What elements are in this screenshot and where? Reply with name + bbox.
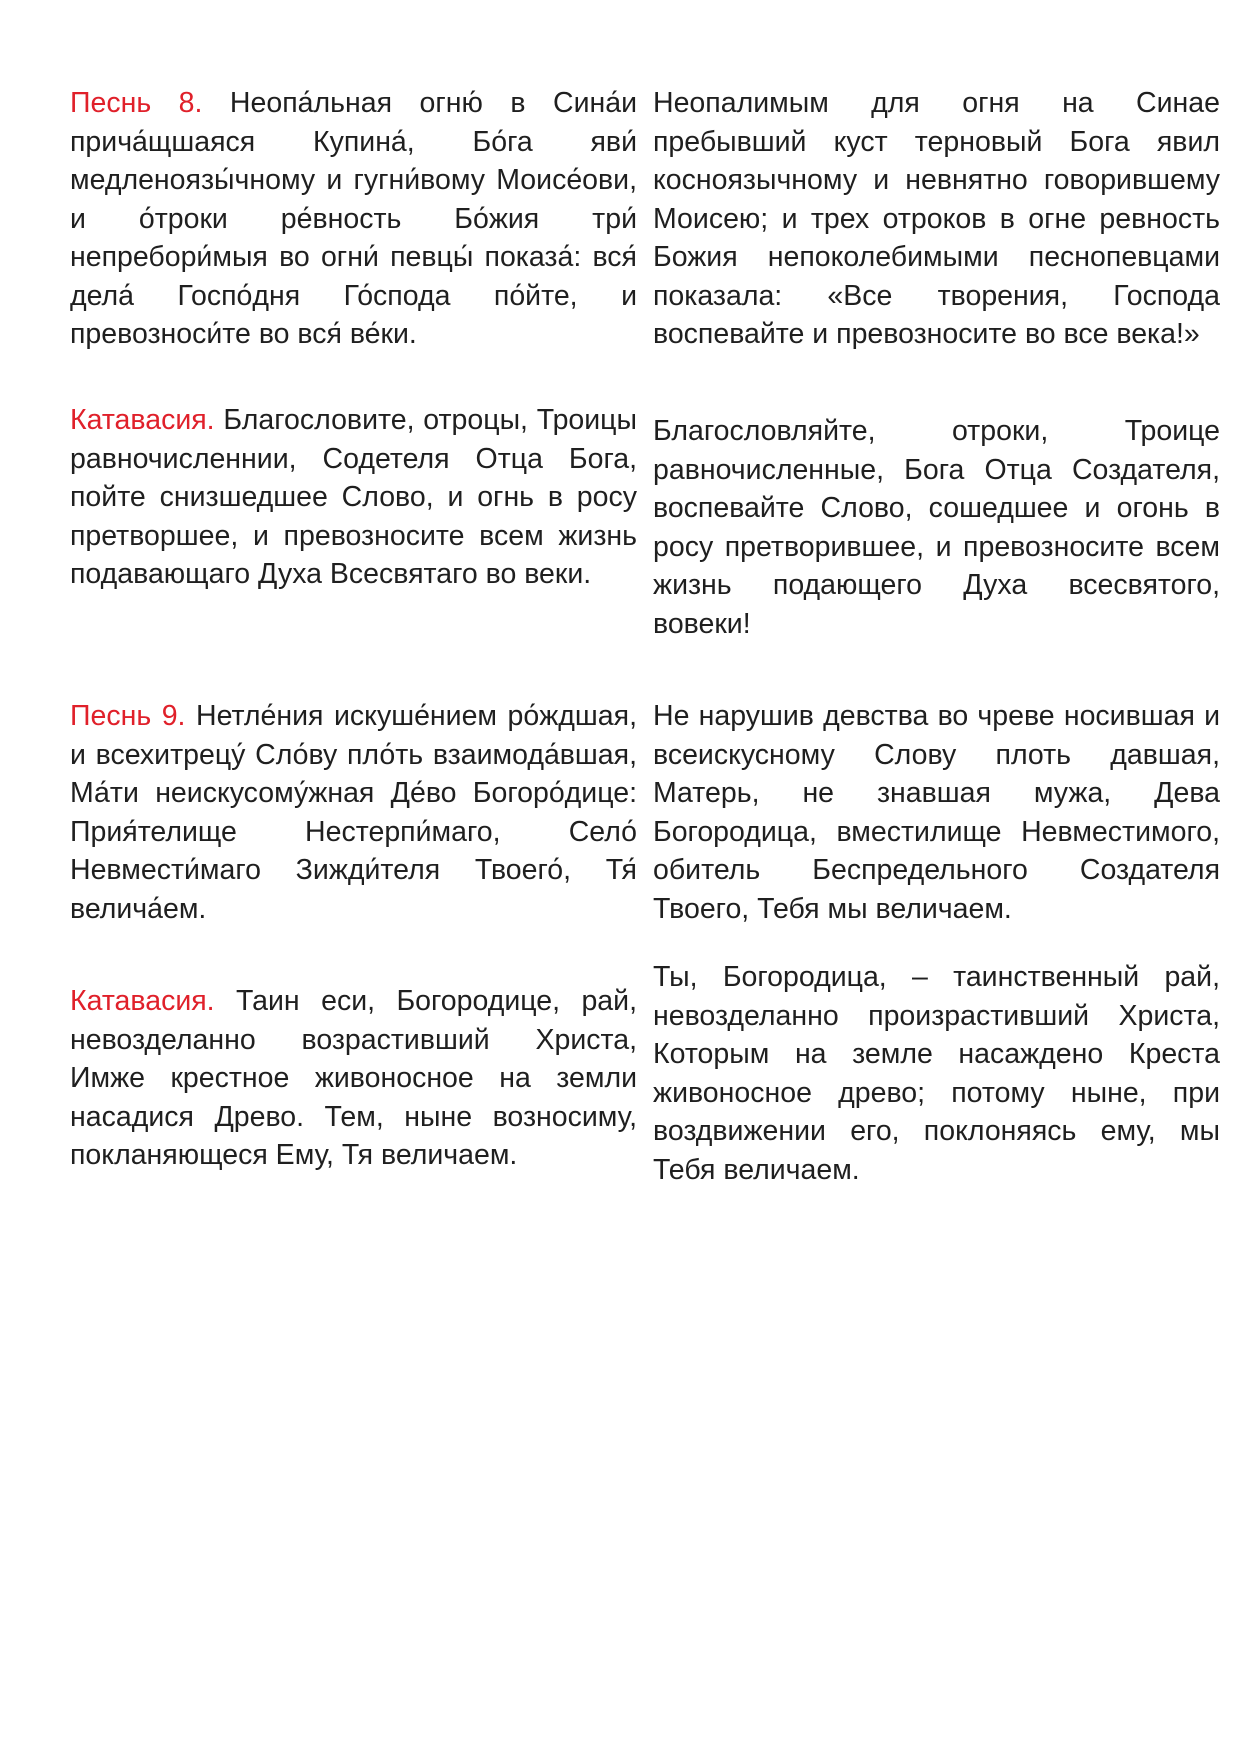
katavasia-9-church-slavonic-text: Таин еси, Богородице, рай, невозделанно возрастивший Христа, Имже крестное живоносное на земли насадися Древо. Тем, ныне возносиму, покланяющеся Ему, Тя величаем. — [70, 985, 637, 1171]
song-9-russian-text: Не нарушив девства во чреве носившая и всеискусному Слову плоть давшая, Матерь, не знавшая мужа, Дева Богородица, вместилище Невместимого, обитель Беспредельного Создателя Твоего, Тебя мы величаем. — [653, 700, 1220, 925]
song-8-church-slavonic-text: Неопа́льная огню́ в Сина́и прича́щшаяся Купина́, Бо́га яви́ медленоязы́чному и гугни́вому Моисе́ови, и о́троки ре́вность Бо́жия три́ непребори́мыя во огни́ певцы́ показа́: вся́ дела́ Госпо́дня Го́спода по́йте, и превозноси́те во вся́ ве́ки. — [70, 87, 637, 350]
katavasia-9-russian-text: Ты, Богородица, – таинственный рай, невозделанно произрастивший Христа, Которым на земле насаждено Креста живоносное древо; потому ныне, при воздвижении его, поклоняясь ему, мы Тебя величаем. — [653, 961, 1220, 1186]
katavasia-8-church-slavonic — [70, 401, 637, 594]
song-8-russian — [653, 84, 1220, 354]
katavasia-9-russian — [653, 958, 1220, 1189]
song-8-russian-text: Неопалимым для огня на Синае пребывший куст терновый Бога явил косноязычному и невнятно говорившему Моисею; и трех отроков в огне ревность Божия непоколебимыми песнопевцами показала: «Все творения, Господа воспевайте и превозносите во все века!» — [653, 87, 1220, 350]
song-9-church-slavonic-text: Нетле́ния искуше́нием ро́ждшая, и всехитрецу́ Сло́ву пло́ть взаимода́вшая, Ма́ти неискусому́жная Де́во Богоро́дице: Прия́телище Нестерпи́маго, Село́ Невмести́маго Зижди́теля Твоего́, Тя́ велича́ем. — [70, 700, 637, 925]
katavasia-8-church-slavonic-text: Благословите, отроцы, Троицы равночисленнии, Содетеля Отца Бога, пойте снизшедшее Слово, и огнь в росу претворшее, и превозносите всем жизнь подавающаго Духа Всесвятаго во веки. — [70, 404, 637, 590]
song-9-russian — [653, 697, 1220, 928]
katavasia-9-label: Катавасия. — [70, 985, 215, 1017]
katavasia-8-russian — [653, 412, 1220, 643]
song-9-label: Песнь 9. — [70, 700, 186, 732]
katavasia-9-church-slavonic — [70, 982, 637, 1175]
katavasia-8-label: Катавасия. — [70, 404, 215, 436]
song-8-label: Песнь 8. — [70, 87, 203, 119]
katavasia-8-russian-text: Благословляйте, отроки, Троице равночисленные, Бога Отца Создателя, воспевайте Слово, сошедшее и огонь в росу претворившее, и превозносите всем жизнь подающего Духа всесвятого, вовеки! — [653, 415, 1220, 640]
song-8-church-slavonic — [70, 84, 637, 354]
song-9-church-slavonic — [70, 697, 637, 928]
